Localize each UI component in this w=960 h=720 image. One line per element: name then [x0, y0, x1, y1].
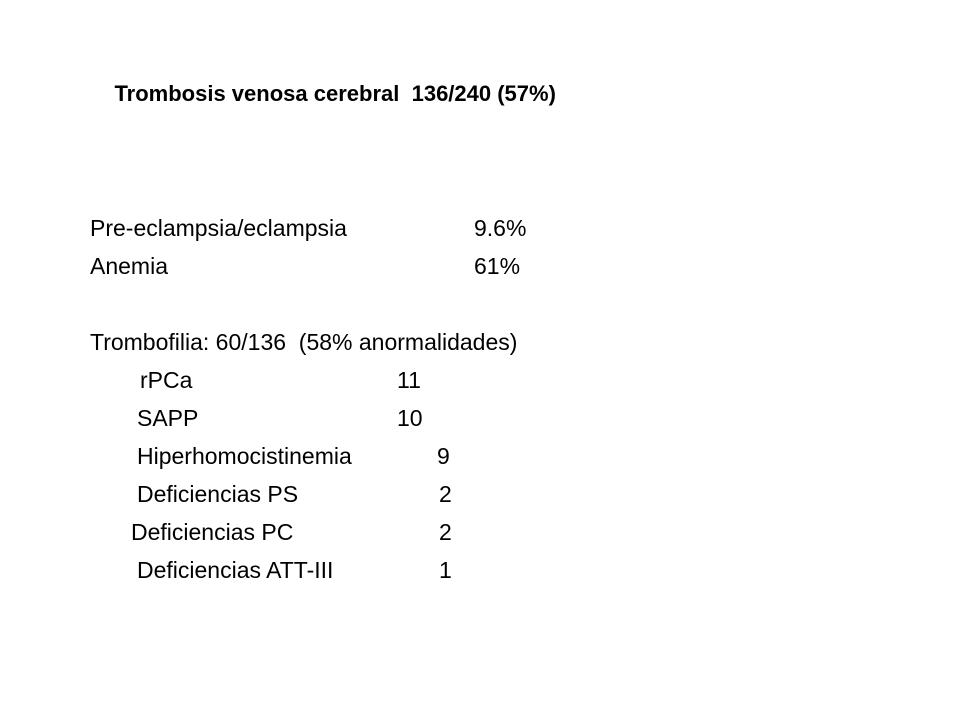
title-label: Trombosis venosa cerebral: [114, 81, 400, 106]
condition-value: 61%: [474, 253, 521, 279]
slide-title: [90, 55, 556, 133]
thrombophilia-item-value: 10: [397, 405, 423, 431]
thrombophilia-item-label: rPCa: [140, 367, 193, 393]
title-value: 136/240 (57%): [411, 81, 556, 106]
condition-label: Anemia: [90, 253, 168, 279]
thrombophilia-item-value: 2: [439, 481, 452, 507]
condition-value: 9.6%: [474, 215, 527, 241]
thrombophilia-item-value: 9: [437, 443, 450, 469]
thrombophilia-item-label: Deficiencias PC: [131, 519, 294, 545]
thrombophilia-item-value: 11: [397, 367, 421, 393]
thrombophilia-header: Trombofilia: 60/136 (58% anormalidades): [90, 329, 518, 355]
thrombophilia-item-label: Hiperhomocistinemia: [137, 443, 352, 469]
thrombophilia-item-value: 1: [439, 557, 452, 583]
thrombophilia-item-value: 2: [439, 519, 452, 545]
condition-label: Pre-eclampsia/eclampsia: [90, 215, 347, 241]
thrombophilia-item-label: Deficiencias PS: [137, 481, 299, 507]
thrombophilia-item-label: Deficiencias ATT-III: [137, 557, 334, 583]
thrombophilia-item-label: SAPP: [137, 405, 199, 431]
